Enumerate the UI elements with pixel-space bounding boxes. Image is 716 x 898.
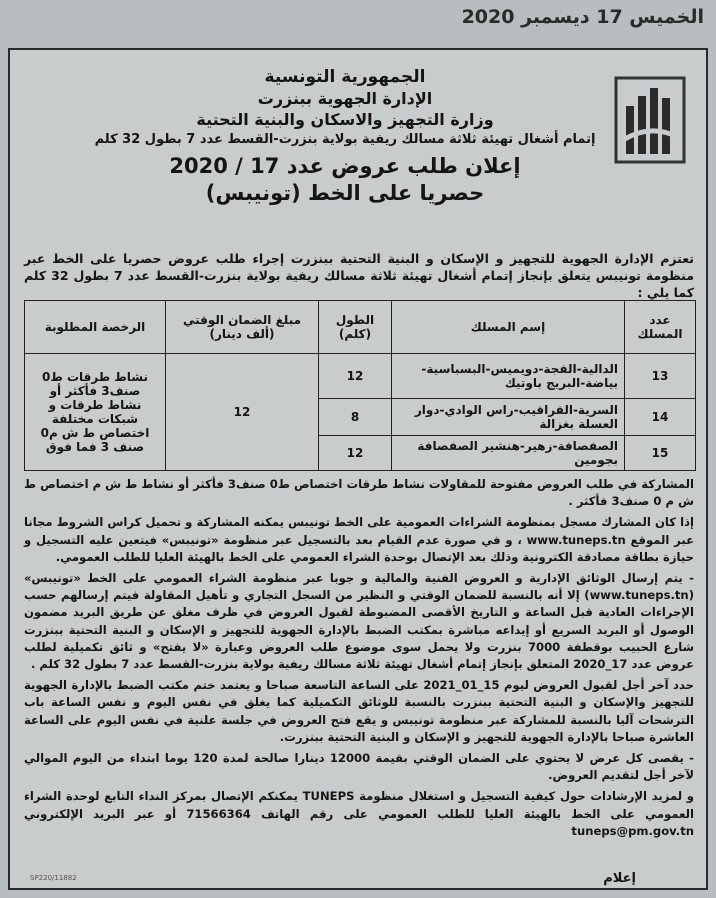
row-count: 15 xyxy=(625,436,696,471)
row-length: 12 xyxy=(319,354,392,399)
date-line: الخميس 17 ديسمبر 2020 xyxy=(461,6,704,28)
row-route: الصفصافة-زهير-هنشير الصفصافة بجومين xyxy=(392,436,625,471)
registration-paragraph: إذا كان المشارك مسجل بمنظومة الشراءات العمومية على الخط تونيبس يمكنه المشاركة و تحميل كراس الشروط مجانا عبر الموقع www.tuneps.tn ، و في صورة عدم القيام بعد بالتسجيل عبر منظومة «تونيبس» فيتعين عليه التسجيل و حيازة بطاقة مصادقة الكترونية وذلك بعد الإتصال بوحدة الشراء العمومي على الخط بالهيئة العليا للطلب العمومي. xyxy=(24,515,694,564)
col-header-length: الطول (كلم) xyxy=(319,301,392,354)
intro-paragraph: تعتزم الإدارة الجهوية للتجهيز و الإسكان و البنية التحتية ببنزرت إجراء طلب عروض حصريا على الخط عبر منظومة تونيبس يتعلق بإنجاز إتمام أشغال تهيئة ثلاثة مسالك ريفية بولاية بنزرت-القسط عدد 7 بطول 32 كلم كما يلي : xyxy=(24,251,694,300)
row-route: الدالية-الفجة-دويميس-البسباسية-بياضة-البريج باوتيك xyxy=(392,354,625,399)
contact-paragraph: و لمزيد الإرشادات حول كيفية التسجيل و استغلال منظومة TUNEPS يمكنكم الإتصال بمركز النداء التابع لوحدة الشراء العمومي على الخط بالهيئة العليا للطلب العمومي على رقم الهاتف 71566364 أو عبر البريد الإلكتروني tuneps@pm.gov.tn xyxy=(24,789,694,838)
guarantee-cell: 12 xyxy=(166,354,319,471)
col-header-count: عدد المسلك xyxy=(625,301,696,354)
tender-title: إعلان طلب عروض عدد 17 / 2020 xyxy=(169,154,521,178)
col-header-license: الرخصة المطلوبة xyxy=(25,301,166,354)
row-route: السرية-القراقيب-راس الوادي-دوار العسلة بغزالة xyxy=(392,399,625,436)
corner-label: إعلام xyxy=(603,871,636,886)
routes-table xyxy=(24,300,696,471)
notice-frame xyxy=(8,48,708,890)
tender-subtitle: حصريا على الخط (تونيبس) xyxy=(205,181,485,205)
col-header-route: إسم المسلك xyxy=(392,301,625,354)
col-header-guarantee: مبلغ الضمان الوقتي (ألف دينار) xyxy=(166,301,319,354)
eligibility-paragraph: المشاركة في طلب العروض مفتوحة للمقاولات نشاط طرقات اختصاص ط0 صنف3 فأكثر أو نشاط ط ش م اختصاص ط ش م 0 صنف3 فأكثر . xyxy=(24,477,694,509)
footer-code: SP220/11882 xyxy=(30,874,77,882)
notice-header xyxy=(80,66,610,206)
table-row xyxy=(25,354,696,399)
license-cell: نشاط طرقات ط0 صنف3 فأكثر أو نشاط طرقات و شبكات مختلفة اختصاص ط ش م0 صنف 3 فما فوق xyxy=(25,354,166,471)
row-count: 13 xyxy=(625,354,696,399)
submission-paragraph: - يتم إرسال الوثائق الإدارية و العروض الفنية والمالية و جوبا عبر منظومة الشراء العمومي على الخط «تونيبس» (www.tuneps.tn) إلا أنه بالنسبة للضمان الوقتي و النظير من السجل التجاري و تأهيل المقاولة فيتم إرسالهم حسب الإجراءات العادية قبل الساعة و التاريخ الأقصى المضبوطة لقبول العروض في ظرف مغلق عن طريق البريد مضمون الوصول أو البريد السريع أو إيداعه مباشرة بمكتب الضبط بالإدارة الجهوية للتجهيز و الإسكان و البنية التحتية ببنزرت شارع الحبيب بوقطفة 7000 بنزرت ولا يحمل سوى موضوع طلب العروض وعبارة «لا يفتح» و ثائق تكميلية لطلب عروض عدد 17_2020 المتعلق بإنجاز إتمام أشغال تهيئة ثلاثة مسالك ريفية بولاية بنزرت-القسط عدد 7 بطول 32 كلم . xyxy=(24,571,695,672)
project-subject: إتمام أشغال تهيئة ثلاثة مسالك ريفية بولاية بنزرت-القسط عدد 7 بطول 32 كلم xyxy=(94,132,596,147)
ministry-name: وزارة التجهيز والاسكان والبنية التحتية xyxy=(196,110,494,129)
exclusion-paragraph: - يقصى كل عرض لا يحتوي على الضمان الوقتي بقيمة 12000 دينارا صالحة لمدة 120 يوما ابتداء من اليوم الموالي لآخر أجل لتقديم العروض. xyxy=(24,751,694,783)
row-length: 12 xyxy=(319,436,392,471)
row-count: 14 xyxy=(625,399,696,436)
regional-administration: الإدارة الجهوية ببنزرت xyxy=(257,89,433,108)
deadline-paragraph: حدد آخر أجل لقبول العروض ليوم 15_01_2021 على الساعة التاسعة صباحا و يعتمد ختم مكتب الضبط بالإدارة الجهوية للتجهيز والإسكان و البنية التحتية ببنزرت بالنسبة للوثائق التكميلية كما يغلق في نفس اليوم و نفس الساعة باب الترشحات آليا بالنسبة للمشاركة عبر منظومة تونيبس و يقع فتح العروض في جلسة علنية في نفس اليوم على الساعة العاشرة صباحا بالإدارة الجهوية للتجهيز و الإسكان و البنية التحتية ببنزرت. xyxy=(24,678,694,744)
notice-body xyxy=(24,476,694,844)
republic-title: الجمهورية التونسية xyxy=(264,67,426,87)
ministry-logo-icon xyxy=(610,72,690,168)
row-length: 8 xyxy=(319,399,392,436)
